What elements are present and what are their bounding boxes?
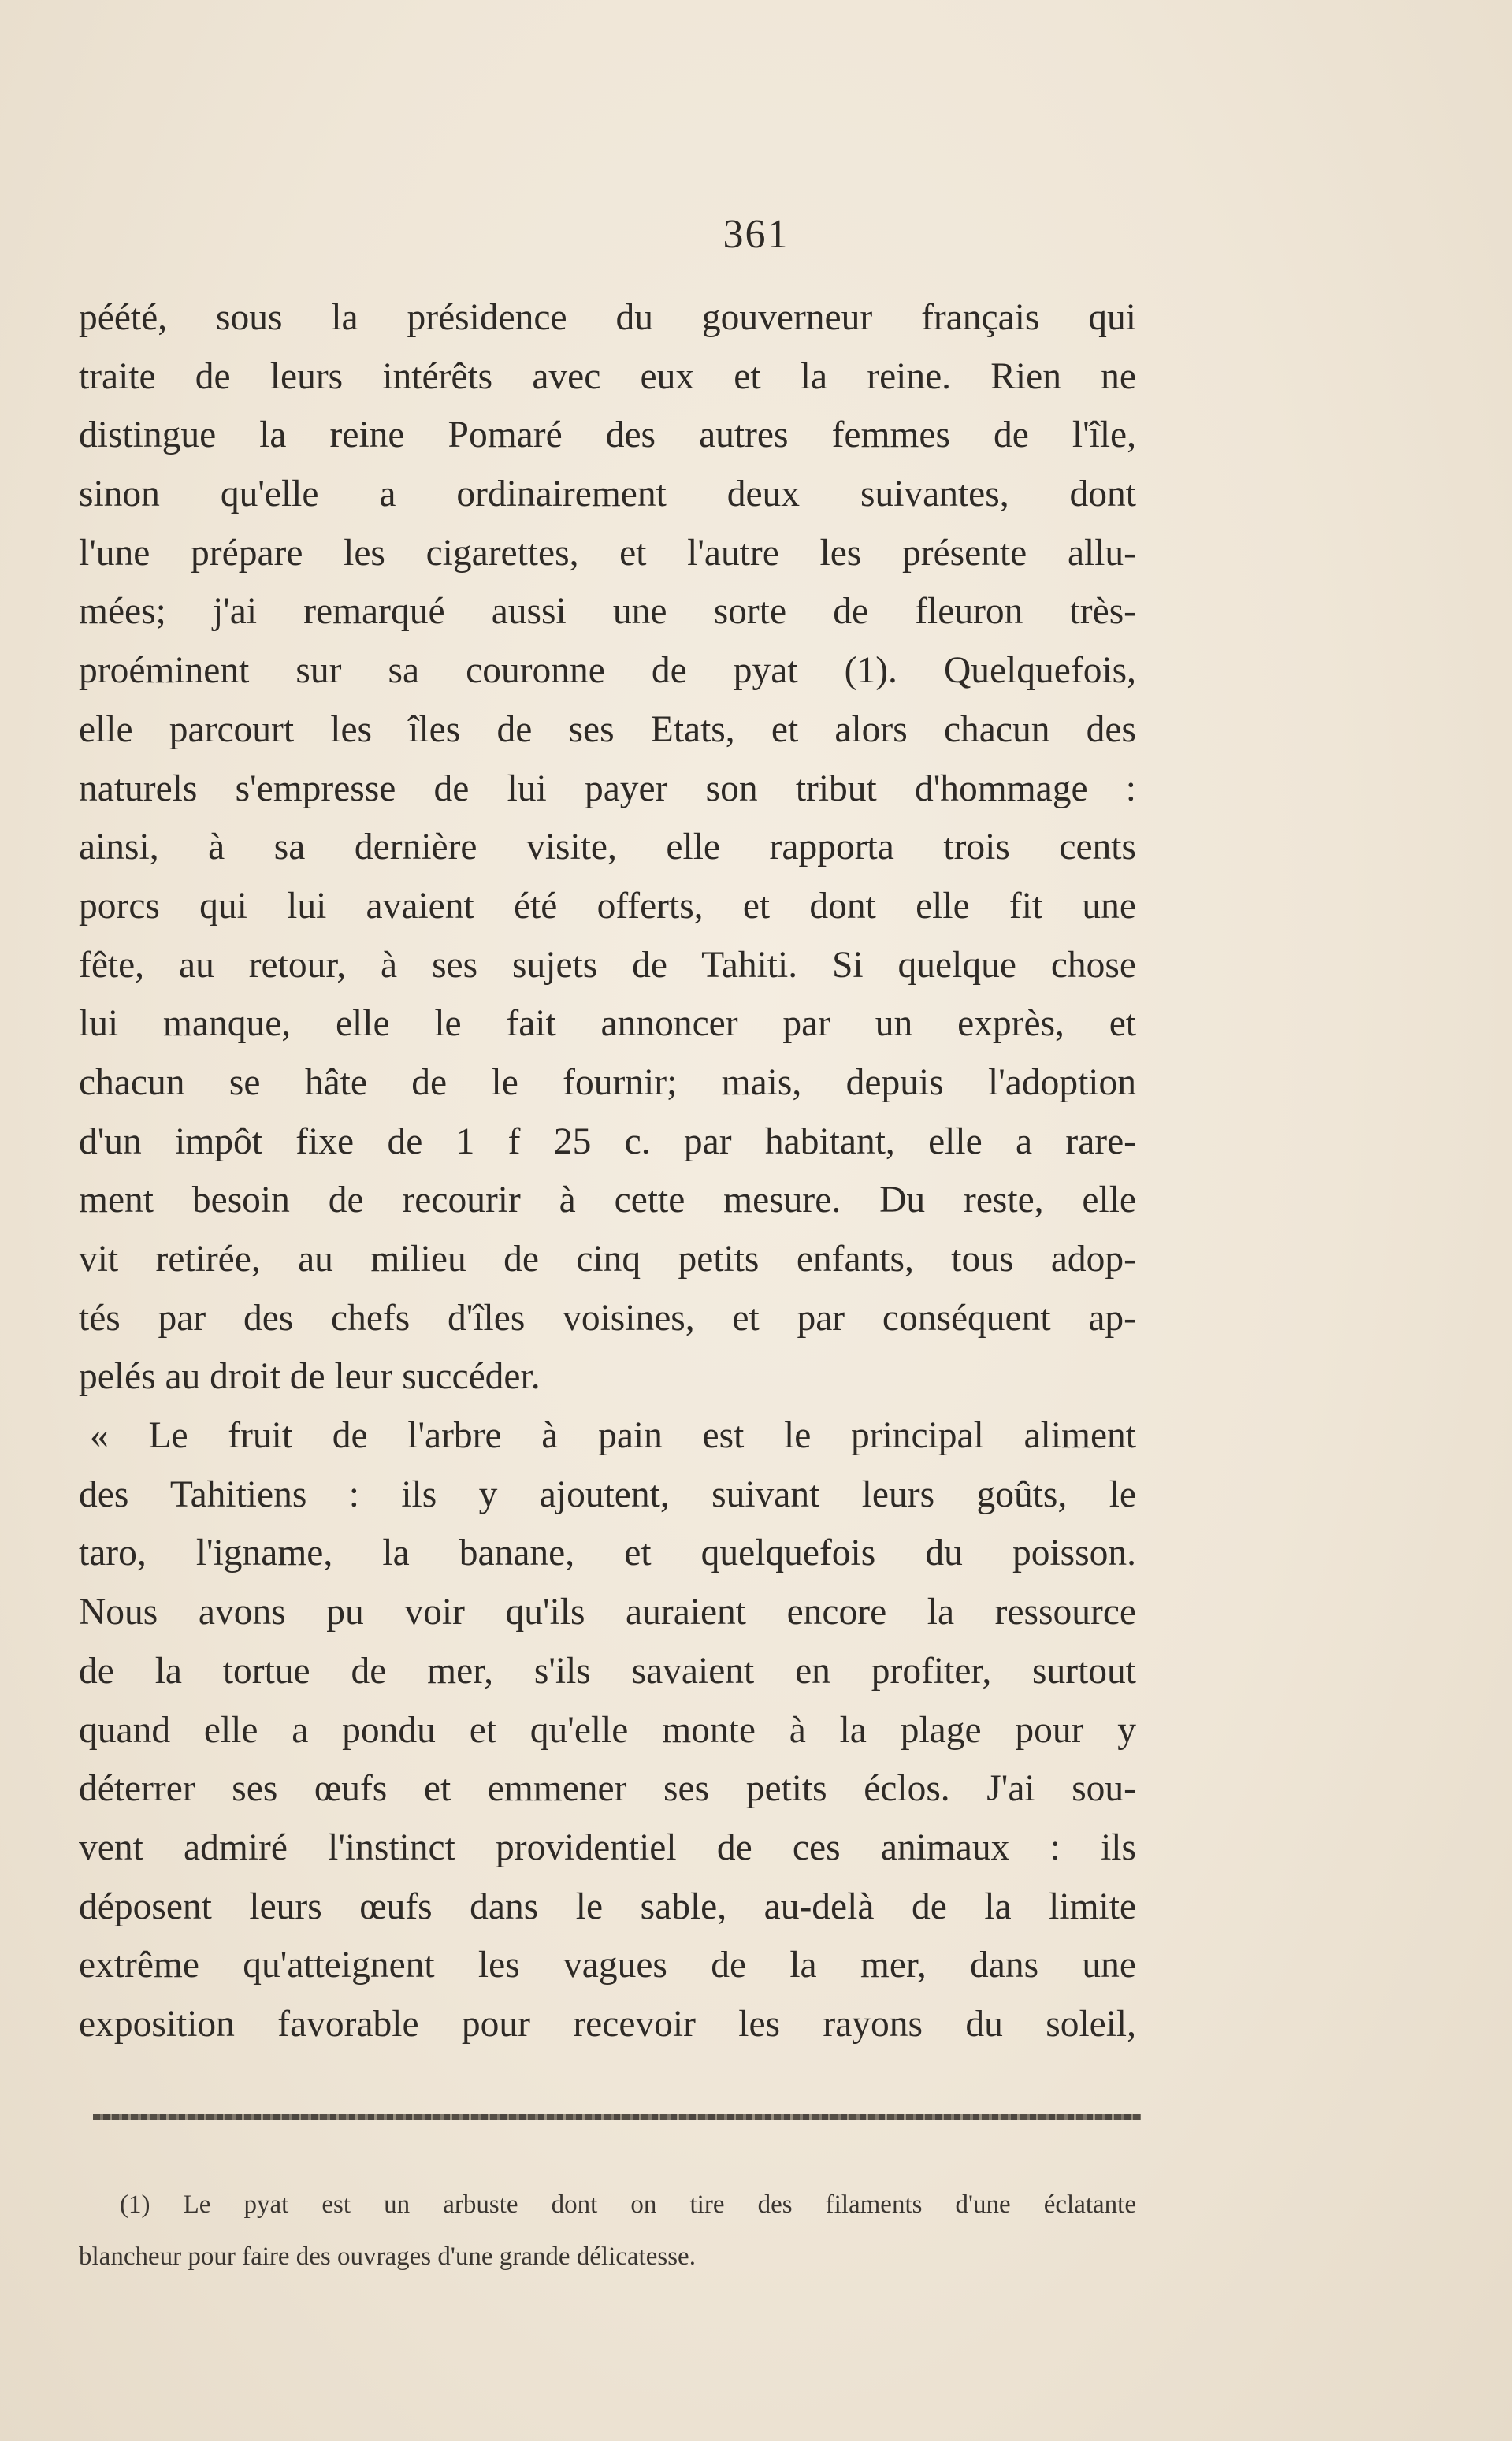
text-line: quand elle a pondu et qu'elle monte à la plage pour y	[79, 1709, 1136, 1751]
text-line: distingue la reine Pomaré des autres femmes de l'île,	[79, 414, 1136, 456]
footnote	[79, 2179, 1136, 2283]
text-line: Nous avons pu voir qu'ils auraient encore la ressource	[79, 1592, 1136, 1633]
text-line: ainsi, à sa dernière visite, elle rapporta trois cents	[79, 827, 1136, 868]
text-line: traite de leurs intérêts avec eux et la reine. Rien ne	[79, 355, 1136, 397]
body-text	[79, 288, 1136, 2054]
footnote-divider	[93, 2114, 1141, 2120]
text-line: vit retirée, au milieu de cinq petits enfants, tous adop-	[79, 1239, 1136, 1280]
text-line: déposent leurs œufs dans le sable, au-delà de la limite	[79, 1886, 1136, 1927]
text-line: de la tortue de mer, s'ils savaient en profiter, surtout	[79, 1650, 1136, 1692]
footnote-line: blancheur pour faire des ouvrages d'une grande délicatesse.	[79, 2242, 696, 2271]
text-line: sinon qu'elle a ordinairement deux suivantes, dont	[79, 474, 1136, 515]
text-line: elle parcourt les îles de ses Etats, et alors chacun des	[79, 708, 1136, 750]
text-line: déterrer ses œufs et emmener ses petits éclos. J'ai sou-	[79, 1768, 1136, 1810]
text-line: d'un impôt fixe de 1 f 25 c. par habitant, elle a rare-	[79, 1120, 1136, 1162]
text-line: « Le fruit de l'arbre à pain est le principal aliment	[90, 1415, 1136, 1457]
footnote-line: (1) Le pyat est un arbuste dont on tire des filaments d'une éclatante	[120, 2190, 1136, 2219]
text-line: péété, sous la présidence du gouverneur français qui	[79, 297, 1136, 338]
text-line: exposition favorable pour recevoir les rayons du soleil,	[79, 2003, 1136, 2045]
text-line: vent admiré l'instinct providentiel de ces animaux : ils	[79, 1826, 1136, 1868]
text-line: taro, l'igname, la banane, et quelquefois du poisson.	[79, 1533, 1136, 1574]
text-line: lui manque, elle le fait annoncer par un exprès, et	[79, 1003, 1136, 1045]
text-line: ment besoin de recourir à cette mesure. Du reste, elle	[79, 1180, 1136, 1221]
text-line: des Tahitiens : ils y ajoutent, suivant leurs goûts, le	[79, 1473, 1136, 1515]
text-line: fête, au retour, à ses sujets de Tahiti. Si quelque chose	[79, 944, 1136, 986]
text-line: l'une prépare les cigarettes, et l'autre les présente allu-	[79, 532, 1136, 574]
text-line: proéminent sur sa couronne de pyat (1). Quelquefois,	[79, 650, 1136, 692]
page-number: 361	[723, 212, 789, 257]
text-line: extrême qu'atteignent les vagues de la mer, dans une	[79, 1945, 1136, 1986]
text-line: mées; j'ai remarqué aussi une sorte de fleuron très-	[79, 591, 1136, 633]
text-line: pelés au droit de leur succéder.	[79, 1356, 541, 1398]
text-line: chacun se hâte de le fournir; mais, depuis l'adoption	[79, 1061, 1136, 1103]
text-line: porcs qui lui avaient été offerts, et dont elle fit une	[79, 885, 1136, 927]
text-line: naturels s'empresse de lui payer son tribut d'hommage :	[79, 767, 1136, 809]
text-line: tés par des chefs d'îles voisines, et par conséquent ap-	[79, 1297, 1136, 1339]
